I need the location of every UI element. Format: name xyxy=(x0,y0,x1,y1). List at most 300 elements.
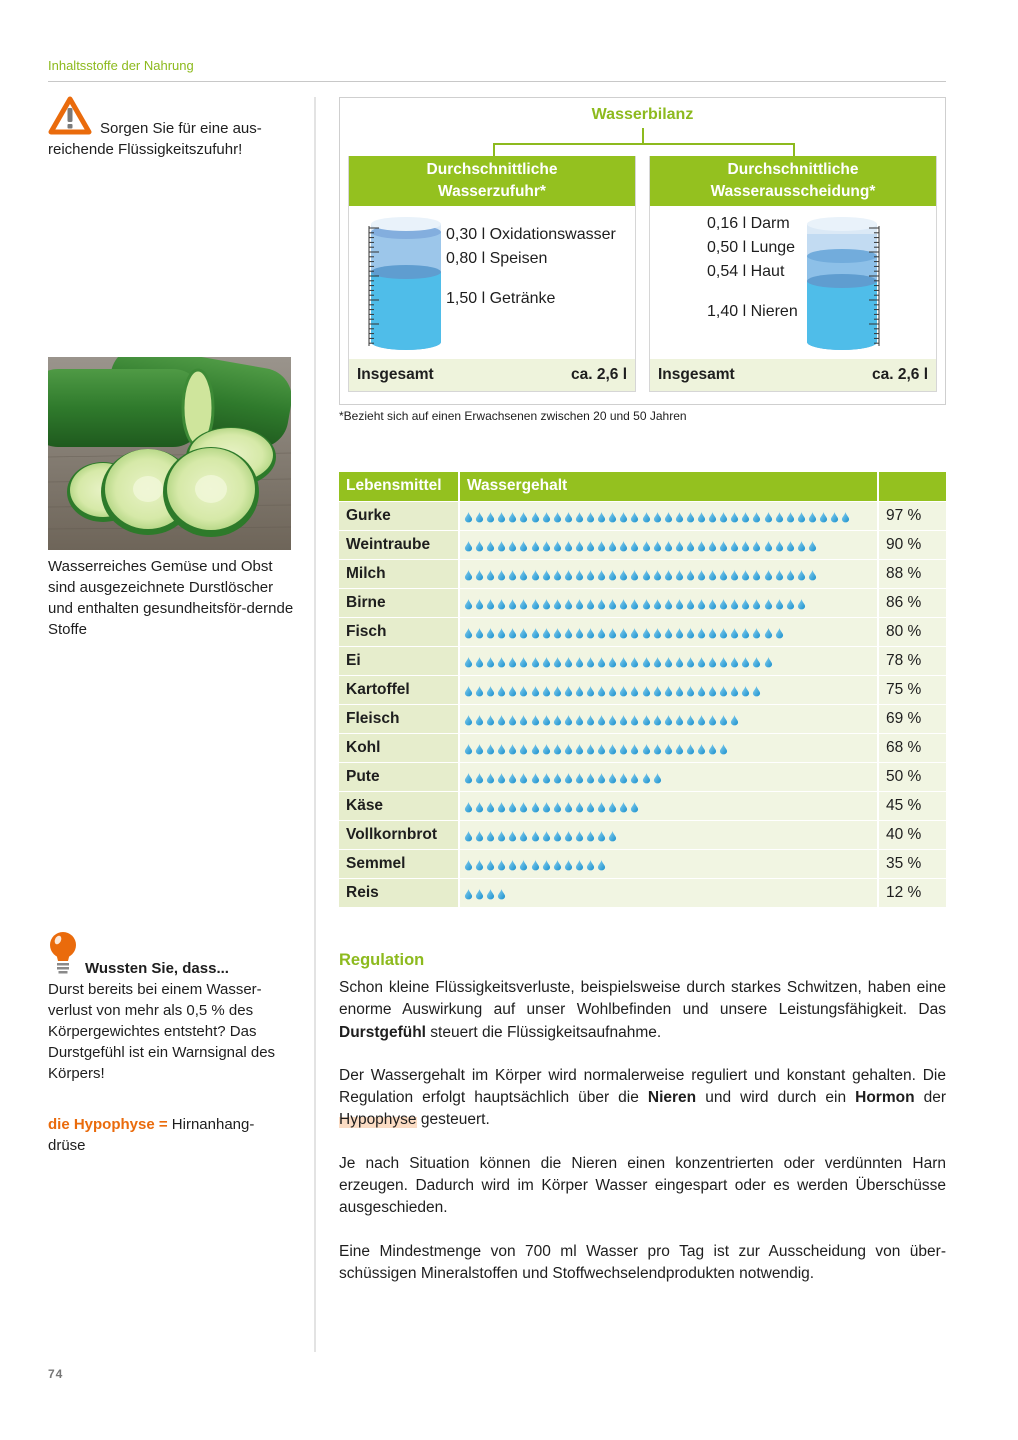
water-drop-icon xyxy=(553,655,564,667)
section-title-regulation: Regulation xyxy=(339,951,425,969)
water-drop-icon xyxy=(464,568,475,580)
water-drop-icon xyxy=(542,539,553,551)
water-drop-icon xyxy=(475,655,486,667)
water-drop-icon xyxy=(630,771,641,783)
water-drop-icon xyxy=(642,771,653,783)
water-drop-icon xyxy=(653,568,664,580)
water-drop-icon xyxy=(531,684,542,696)
connector-bar xyxy=(493,143,795,145)
water-drop-icon xyxy=(719,684,730,696)
water-drop-icon xyxy=(597,713,608,725)
water-drop-icon xyxy=(553,510,564,522)
water-drop-icon xyxy=(719,626,730,638)
tip-title: Wussten Sie, dass... xyxy=(85,960,229,977)
water-drop-icon xyxy=(531,539,542,551)
water-drop-icon xyxy=(619,655,630,667)
water-percent: 78 % xyxy=(878,646,946,675)
water-drop-icon xyxy=(664,626,675,638)
water-drop-icon xyxy=(497,800,508,812)
water-drop-icon xyxy=(497,655,508,667)
water-drop-icon xyxy=(542,626,553,638)
water-drop-icon xyxy=(653,539,664,551)
water-drop-icon xyxy=(752,568,763,580)
water-drop-icon xyxy=(497,539,508,551)
water-drop-icon xyxy=(786,568,797,580)
water-percent: 68 % xyxy=(878,733,946,762)
water-drop-icon xyxy=(486,829,497,841)
food-name: Vollkornbrot xyxy=(339,820,459,849)
water-drop-icon xyxy=(564,568,575,580)
connector-right xyxy=(793,143,795,156)
bold-term: Hormon xyxy=(855,1089,915,1107)
food-name: Fisch xyxy=(339,617,459,646)
water-drop-icon xyxy=(508,800,519,812)
table-row xyxy=(339,849,946,878)
water-drop-icon xyxy=(797,510,808,522)
water-percent: 50 % xyxy=(878,762,946,791)
water-drop-icon xyxy=(531,510,542,522)
water-drop-icon xyxy=(675,539,686,551)
water-drop-icon xyxy=(752,626,763,638)
water-drop-icon xyxy=(608,539,619,551)
water-drop-icon xyxy=(708,626,719,638)
water-drop-icon xyxy=(619,539,630,551)
water-drop-icon xyxy=(686,713,697,725)
water-drop-icon xyxy=(564,626,575,638)
water-drop-icon xyxy=(653,626,664,638)
water-drop-icon xyxy=(675,742,686,754)
output-item: 0,16 l Darm xyxy=(707,215,790,232)
water-percent: 35 % xyxy=(878,849,946,878)
water-drop-icon xyxy=(531,655,542,667)
water-drop-icon xyxy=(486,858,497,870)
intake-heading xyxy=(349,156,635,206)
water-drop-bar xyxy=(459,733,878,762)
water-drop-icon xyxy=(686,655,697,667)
water-percent: 45 % xyxy=(878,791,946,820)
water-drop-bar xyxy=(459,878,878,907)
water-drop-icon xyxy=(686,684,697,696)
water-drop-icon xyxy=(642,568,653,580)
water-percent: 80 % xyxy=(878,617,946,646)
water-drop-icon xyxy=(808,568,819,580)
water-drop-icon xyxy=(630,713,641,725)
bold-term: Nieren xyxy=(647,1089,697,1107)
intake-heading-line1: Durchschnittliche xyxy=(426,161,558,178)
water-drop-icon xyxy=(586,510,597,522)
water-drop-icon xyxy=(508,829,519,841)
paragraph: Je nach Situation können die Nieren einen konzentrierten oder verdünnten Harn erzeugen. Dadurch wird im Körper Wasser eingespart oder es werden Überschüsse ausgeschieden. xyxy=(339,1154,946,1217)
water-drop-icon xyxy=(542,568,553,580)
water-drop-icon xyxy=(619,626,630,638)
water-drop-icon xyxy=(697,539,708,551)
water-drop-icon xyxy=(575,626,586,638)
water-drop-icon xyxy=(597,568,608,580)
water-drop-icon xyxy=(531,568,542,580)
table-row xyxy=(339,733,946,762)
water-drop-icon xyxy=(497,742,508,754)
water-drop-icon xyxy=(531,800,542,812)
water-drop-icon xyxy=(630,742,641,754)
water-drop-icon xyxy=(708,510,719,522)
intake-total-label: Insgesamt xyxy=(357,366,434,383)
water-drop-icon xyxy=(586,858,597,870)
water-content-table xyxy=(339,472,946,907)
water-drop-icon xyxy=(653,655,664,667)
water-drop-icon xyxy=(730,597,741,609)
water-drop-icon xyxy=(653,742,664,754)
water-drop-icon xyxy=(642,597,653,609)
water-drop-icon xyxy=(719,510,730,522)
water-drop-bar xyxy=(459,646,878,675)
water-drop-icon xyxy=(475,771,486,783)
water-drop-icon xyxy=(664,742,675,754)
water-drop-icon xyxy=(475,539,486,551)
water-drop-icon xyxy=(564,510,575,522)
water-drop-icon xyxy=(719,742,730,754)
water-drop-icon xyxy=(531,713,542,725)
water-drop-icon xyxy=(730,568,741,580)
text: der xyxy=(914,1089,946,1107)
water-drop-icon xyxy=(597,655,608,667)
warning-note xyxy=(48,96,288,160)
water-drop-icon xyxy=(553,800,564,812)
water-drop-icon xyxy=(475,684,486,696)
water-drop-icon xyxy=(808,510,819,522)
water-drop-icon xyxy=(642,510,653,522)
water-drop-icon xyxy=(708,539,719,551)
intake-item: 0,30 l Oxidationswasser xyxy=(446,226,616,243)
water-drop-icon xyxy=(586,742,597,754)
water-drop-bar xyxy=(459,704,878,733)
water-drop-icon xyxy=(630,655,641,667)
water-drop-icon xyxy=(775,510,786,522)
water-drop-icon xyxy=(486,742,497,754)
warning-text: Sorgen Sie für eine aus-reichende Flüssigkeitszufuhr! xyxy=(48,120,262,158)
table-row xyxy=(339,617,946,646)
water-drop-icon xyxy=(764,655,775,667)
food-name: Semmel xyxy=(339,849,459,878)
water-drop-icon xyxy=(597,742,608,754)
water-drop-icon xyxy=(697,597,708,609)
water-drop-icon xyxy=(531,626,542,638)
header-food: Lebensmittel xyxy=(339,472,459,501)
water-drop-icon xyxy=(619,742,630,754)
table-row xyxy=(339,501,946,530)
water-drop-icon xyxy=(475,626,486,638)
water-drop-bar xyxy=(459,791,878,820)
paragraph xyxy=(339,1065,946,1132)
water-drop-icon xyxy=(630,597,641,609)
water-drop-icon xyxy=(597,539,608,551)
water-drop-icon xyxy=(464,626,475,638)
water-drop-bar xyxy=(459,501,878,530)
water-drop-icon xyxy=(719,713,730,725)
water-drop-icon xyxy=(697,568,708,580)
water-drop-icon xyxy=(508,626,519,638)
table-row xyxy=(339,762,946,791)
food-name: Kohl xyxy=(339,733,459,762)
water-drop-icon xyxy=(542,771,553,783)
water-drop-icon xyxy=(797,597,808,609)
water-drop-icon xyxy=(630,684,641,696)
water-drop-icon xyxy=(664,597,675,609)
water-drop-icon xyxy=(642,655,653,667)
intake-panel xyxy=(348,156,636,392)
water-drop-icon xyxy=(608,597,619,609)
water-drop-icon xyxy=(730,539,741,551)
water-drop-icon xyxy=(497,829,508,841)
water-drop-icon xyxy=(764,626,775,638)
water-drop-icon xyxy=(475,742,486,754)
water-drop-icon xyxy=(697,742,708,754)
water-drop-icon xyxy=(575,771,586,783)
water-drop-icon xyxy=(564,771,575,783)
water-drop-icon xyxy=(486,510,497,522)
water-drop-bar xyxy=(459,849,878,878)
water-drop-icon xyxy=(597,771,608,783)
water-balance-title: Wasserbilanz xyxy=(591,106,694,123)
water-drop-icon xyxy=(642,626,653,638)
water-drop-icon xyxy=(486,568,497,580)
water-drop-icon xyxy=(608,713,619,725)
water-drop-icon xyxy=(564,655,575,667)
water-drop-icon xyxy=(564,858,575,870)
water-drop-icon xyxy=(564,829,575,841)
water-drop-icon xyxy=(653,597,664,609)
water-drop-icon xyxy=(597,626,608,638)
water-drop-icon xyxy=(586,713,597,725)
intake-heading-line2: Wasserzufuhr* xyxy=(438,183,546,200)
food-name: Birne xyxy=(339,588,459,617)
water-drop-icon xyxy=(797,568,808,580)
water-drop-icon xyxy=(553,626,564,638)
photo-caption: Wasserreiches Gemüse und Obst sind ausgezeichnete Durstlöscher und enthalten gesundheitsför-dernde Stoffe xyxy=(48,558,294,638)
water-drop-icon xyxy=(464,800,475,812)
table-header-row xyxy=(339,472,946,501)
output-heading-line2: Wasserausscheidung* xyxy=(710,183,876,200)
water-drop-icon xyxy=(564,713,575,725)
water-drop-icon xyxy=(675,597,686,609)
water-drop-icon xyxy=(486,655,497,667)
intake-beaker-icon xyxy=(361,214,441,354)
water-drop-icon xyxy=(586,539,597,551)
water-drop-icon xyxy=(519,771,530,783)
water-percent: 86 % xyxy=(878,588,946,617)
food-name: Gurke xyxy=(339,501,459,530)
water-drop-bar xyxy=(459,675,878,704)
water-drop-icon xyxy=(597,858,608,870)
text: und wird durch ein xyxy=(696,1089,856,1107)
water-drop-icon xyxy=(486,597,497,609)
water-drop-icon xyxy=(497,626,508,638)
water-drop-icon xyxy=(475,800,486,812)
water-drop-icon xyxy=(553,742,564,754)
water-drop-icon xyxy=(508,655,519,667)
water-drop-icon xyxy=(608,684,619,696)
water-drop-icon xyxy=(464,597,475,609)
water-drop-icon xyxy=(708,568,719,580)
water-drop-icon xyxy=(497,887,508,899)
water-drop-icon xyxy=(741,626,752,638)
water-drop-icon xyxy=(619,771,630,783)
water-drop-icon xyxy=(519,568,530,580)
water-drop-icon xyxy=(519,800,530,812)
table-row xyxy=(339,646,946,675)
water-drop-icon xyxy=(542,713,553,725)
cucumber-photo xyxy=(48,357,291,550)
water-drop-icon xyxy=(752,539,763,551)
water-drop-icon xyxy=(719,655,730,667)
water-drop-icon xyxy=(497,597,508,609)
water-drop-icon xyxy=(697,655,708,667)
water-drop-icon xyxy=(575,713,586,725)
water-drop-icon xyxy=(708,684,719,696)
water-drop-icon xyxy=(775,568,786,580)
water-drop-icon xyxy=(608,800,619,812)
water-drop-icon xyxy=(508,568,519,580)
water-drop-icon xyxy=(475,597,486,609)
water-drop-icon xyxy=(553,597,564,609)
water-drop-icon xyxy=(542,655,553,667)
water-drop-icon xyxy=(697,626,708,638)
header-rule xyxy=(48,81,946,82)
table-row xyxy=(339,791,946,820)
tip-text: Durst bereits bei einem Wasser-verlust von mehr als 0,5 % des Körpergewichtes entsteht? Das Durstgefühl ist ein Warnsignal des Körpers! xyxy=(48,981,276,1082)
water-drop-icon xyxy=(542,858,553,870)
water-drop-icon xyxy=(786,539,797,551)
water-drop-bar xyxy=(459,588,878,617)
water-drop-bar xyxy=(459,762,878,791)
output-item: 0,50 l Lunge xyxy=(707,239,796,256)
water-drop-icon xyxy=(642,539,653,551)
paragraph xyxy=(339,977,946,1044)
food-name: Käse xyxy=(339,791,459,820)
water-drop-icon xyxy=(608,510,619,522)
water-drop-icon xyxy=(486,713,497,725)
water-drop-icon xyxy=(730,626,741,638)
water-drop-icon xyxy=(508,742,519,754)
text: gesteuert. xyxy=(416,1111,490,1129)
water-drop-icon xyxy=(642,742,653,754)
water-drop-icon xyxy=(741,597,752,609)
water-drop-icon xyxy=(497,510,508,522)
water-drop-icon xyxy=(464,858,475,870)
water-drop-icon xyxy=(708,597,719,609)
water-drop-icon xyxy=(686,626,697,638)
water-drop-icon xyxy=(752,655,763,667)
intake-item: 0,80 l Speisen xyxy=(446,250,548,267)
water-drop-icon xyxy=(564,742,575,754)
water-drop-icon xyxy=(575,510,586,522)
water-drop-icon xyxy=(653,771,664,783)
water-drop-icon xyxy=(708,742,719,754)
water-drop-icon xyxy=(464,713,475,725)
output-panel xyxy=(649,156,937,392)
water-drop-icon xyxy=(508,684,519,696)
water-drop-icon xyxy=(564,597,575,609)
page-number: 74 xyxy=(48,1367,64,1381)
water-drop-icon xyxy=(486,539,497,551)
water-percent: 88 % xyxy=(878,559,946,588)
water-drop-icon xyxy=(764,568,775,580)
water-drop-icon xyxy=(630,510,641,522)
water-balance-diagram xyxy=(339,97,946,405)
water-drop-icon xyxy=(575,800,586,812)
water-drop-icon xyxy=(664,655,675,667)
water-drop-icon xyxy=(575,655,586,667)
water-drop-icon xyxy=(664,684,675,696)
water-drop-icon xyxy=(497,771,508,783)
water-drop-icon xyxy=(586,800,597,812)
water-drop-icon xyxy=(564,539,575,551)
water-drop-bar xyxy=(459,559,878,588)
glossary-term: die Hypophyse = xyxy=(48,1116,168,1133)
water-drop-icon xyxy=(719,568,730,580)
water-drop-icon xyxy=(586,568,597,580)
table-row xyxy=(339,559,946,588)
text: Schon kleine Flüssigkeitsverluste, beispielsweise durch starkes Schwitzen, haben eine enorme Auswirkung auf unser Wohlbefinden und unsere Leistungsfähigkeit. Das xyxy=(339,979,946,1019)
water-drop-icon xyxy=(486,887,497,899)
water-drop-icon xyxy=(553,858,564,870)
water-drop-icon xyxy=(619,568,630,580)
water-drop-icon xyxy=(686,597,697,609)
water-drop-icon xyxy=(741,510,752,522)
water-drop-icon xyxy=(542,800,553,812)
water-drop-icon xyxy=(464,771,475,783)
water-drop-icon xyxy=(686,510,697,522)
water-drop-icon xyxy=(730,684,741,696)
water-drop-icon xyxy=(508,510,519,522)
water-drop-icon xyxy=(542,742,553,754)
table-row xyxy=(339,588,946,617)
water-drop-icon xyxy=(608,771,619,783)
water-drop-icon xyxy=(786,597,797,609)
water-drop-icon xyxy=(653,510,664,522)
did-you-know-box xyxy=(48,930,298,1084)
bold-term: Durstgefühl xyxy=(339,1023,426,1041)
water-drop-icon xyxy=(586,626,597,638)
water-drop-icon xyxy=(508,539,519,551)
water-drop-icon xyxy=(830,510,841,522)
water-drop-icon xyxy=(553,771,564,783)
water-drop-icon xyxy=(519,655,530,667)
water-drop-icon xyxy=(675,510,686,522)
water-drop-icon xyxy=(608,742,619,754)
water-drop-icon xyxy=(797,539,808,551)
water-drop-icon xyxy=(708,655,719,667)
water-percent: 75 % xyxy=(878,675,946,704)
water-drop-icon xyxy=(675,655,686,667)
water-drop-icon xyxy=(752,597,763,609)
lightbulb-icon xyxy=(48,930,78,974)
water-drop-icon xyxy=(675,626,686,638)
water-drop-icon xyxy=(775,597,786,609)
water-drop-icon xyxy=(597,597,608,609)
water-drop-icon xyxy=(519,858,530,870)
water-drop-icon xyxy=(475,858,486,870)
header-percent xyxy=(878,472,946,501)
water-drop-icon xyxy=(508,858,519,870)
water-drop-icon xyxy=(752,684,763,696)
regulation-body xyxy=(339,977,946,1306)
water-drop-icon xyxy=(619,510,630,522)
water-drop-icon xyxy=(697,684,708,696)
water-drop-icon xyxy=(553,539,564,551)
water-drop-icon xyxy=(630,800,641,812)
water-drop-icon xyxy=(664,713,675,725)
water-percent: 40 % xyxy=(878,820,946,849)
